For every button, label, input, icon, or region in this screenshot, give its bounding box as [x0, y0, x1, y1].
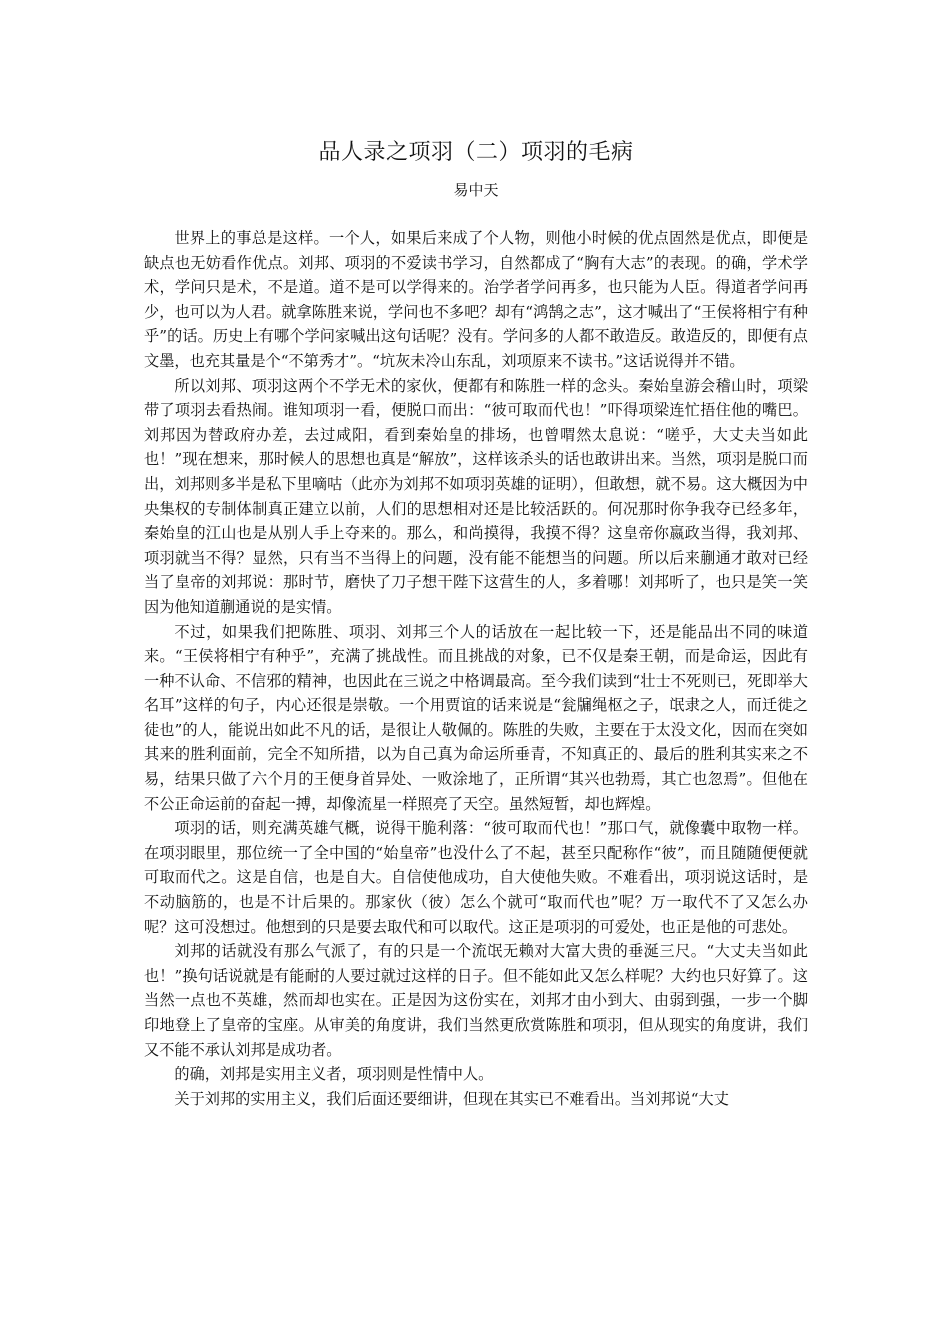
document-author: 易中天 — [453, 181, 499, 199]
paragraph-5: 刘邦的话就没有那么气派了，有的只是一个流氓无赖对大富大贵的垂涎三尺。“大丈夫当如此也！”换句话说就是有能耐的人要过就过这样的日子。但不能如此又怎么样呢？大约也只好算了。这当然一点也不英雄，然而却也实在。正是因为这份实在，刘邦才由小到大、由弱到强，一步一个脚印地登上了皇帝的宝座。从审美的角度讲，我们当然更欣赏陈胜和项羽，但从现实的角度讲，我们又不能不承认刘邦是成功者。 — [144, 942, 808, 1059]
paragraph-7: 关于刘邦的实用主义，我们后面还要细讲，但现在其实已不难看出。当刘邦说“大丈 — [174, 1089, 729, 1108]
document-title: 品人录之项羽（二）项羽的毛病 — [318, 140, 634, 165]
paragraph-4: 项羽的话，则充满英雄气概，说得干脆利落：“彼可取而代也！”那口气，就像囊中取物一样。在项羽眼里，那位统一了全中国的“始皇帝”也没什么了不起，甚至只配称作“彼”，而且随随便便就可取而代之。这是自信，也是自大。自信使他成功，自大使他失败。不难看出，项羽说这话时，是不动脑筋的，也是不计后果的。那家伙（彼）怎么个就可“取而代也”呢？万一取代不了又怎么办呢？这可没想过。他想到的只是要去取代和可以取代。这正是项羽的可爱处，也正是他的可悲处。 — [144, 819, 808, 936]
document-page — [144, 138, 808, 1111]
paragraph-1: 世界上的事总是这样。一个人，如果后来成了个人物，则他小时候的优点固然是优点，即便是缺点也无妨看作优点。刘邦、项羽的不爱读书学习，自然都成了“胸有大志”的表现。的确，学术学术，学问只是术，不是道。道不是可以学得来的。治学者学问再多，也只能为人臣。得道者学问再少，也可以为人君。就拿陈胜来说，学问也不多吧？却有“鸿鹄之志”，这才喊出了“王侯将相宁有种乎”的话。历史上有哪个学问家喊出这句话呢？没有。学问多的人都不敢造反。敢造反的，即便有点文墨，也充其量是个“不第秀才”。“坑灰未冷山东乱，刘项原来不读书。”这话说得并不错。 — [144, 229, 808, 370]
paragraph-6: 的确，刘邦是实用主义者，项羽则是性情中人。 — [174, 1065, 494, 1084]
paragraph-2: 所以刘邦、项羽这两个不学无术的家伙，便都有和陈胜一样的念头。秦始皇游会稽山时，项梁带了项羽去看热闹。谁知项羽一看，便脱口而出：“彼可取而代也！”吓得项梁连忙捂住他的嘴巴。刘邦因为替政府办差，去过咸阳，看到秦始皇的排场，也曾喟然太息说：“嗟乎，大丈夫当如此也！”现在想来，那时候人的思想也真是“解放”，这样该杀头的话也敢讲出来。当然，项羽是脱口而出，刘邦则多半是私下里嘀咕（此亦为刘邦不如项羽英雄的证明），但敢想，就不易。这大概因为中央集权的专制体制真正建立以前，人们的思想相对还是比较活跃的。何况那时你争我夺已经多年，秦始皇的江山也是从别人手上夺来的。那么，和尚摸得，我摸不得？这皇帝你嬴政当得，我刘邦、项羽就当不得？显然，只有当不当得上的问题，没有能不能想当的问题。所以后来蒯通才敢对已经当了皇帝的刘邦说：那时节，磨快了刀子想干陛下这营生的人，多着哪！刘邦听了，也只是笑一笑因为他知道蒯通说的是实情。 — [144, 376, 808, 616]
paragraph-3: 不过，如果我们把陈胜、项羽、刘邦三个人的话放在一起比较一下，还是能品出不同的味道来。“王侯将相宁有种乎”，充满了挑战性。而且挑战的对象，已不仅是秦王朝，而是命运，因此有一种不认命、不信邪的精神，也因此在三说之中格调最高。至今我们读到“壮士不死则已，死即举大名耳”这样的句子，内心还很是崇敬。一个用贾谊的话来说是“瓮牖绳枢之子，氓隶之人，而迁徙之徒也”的人，能说出如此不凡的话，是很让人敬佩的。陈胜的失败，主要在于太没文化，因而在突如其来的胜利面前，完全不知所措，以为自己真为命运所垂青，不知真正的、最后的胜利其实来之不易，结果只做了六个月的王便身首异处、一败涂地了，正所谓“其兴也勃焉，其亡也忽焉”。但他在不公正命运前的奋起一搏，却像流星一样照亮了天空。虽然短暂，却也辉煌。 — [144, 622, 808, 813]
